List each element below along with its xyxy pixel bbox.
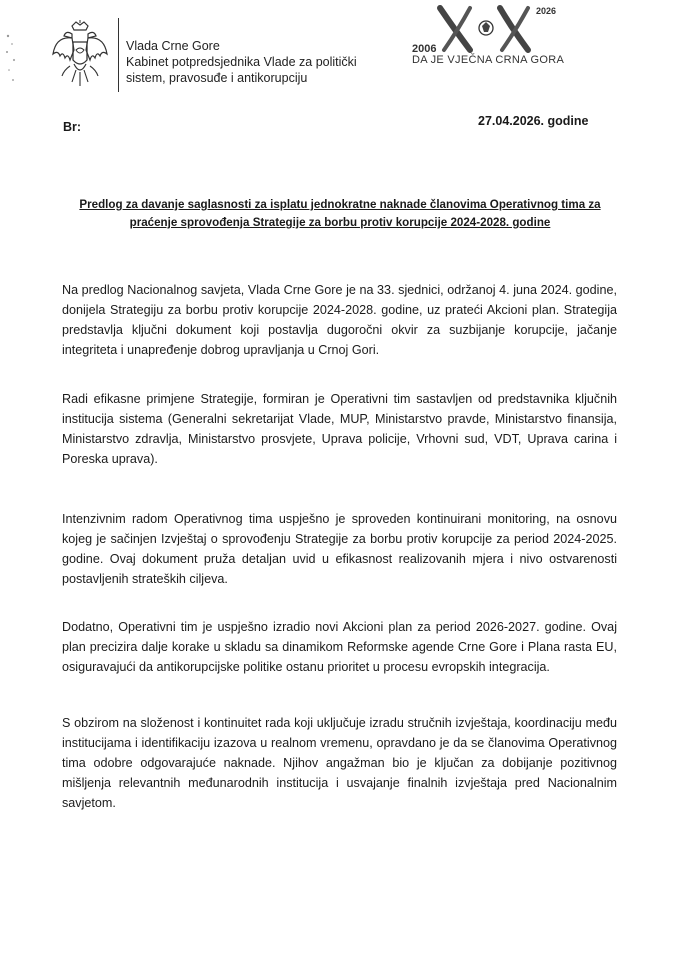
paragraph-5: S obzirom na složenost i kontinuitet rada koji uključuje izradu stručnih izvještaja, koordinaciju među institucijama i identifikaciju izazova u realnom vremenu, opravdano je da se članovima Operativnog tima odobre odgovarajuće naknade. Njihov angažman bio je ključan za dobijanje pozitivnog mišljenja relevantnih međunarodnih institucija i usvajanje finalnih izvještaja pred Nacionalnim savjetom. <box>62 716 617 810</box>
motto-text: DA JE VJEČNA CRNA GORA <box>412 54 565 66</box>
seal-year-right: 2026 <box>536 6 557 16</box>
paragraph-3: Intenzivnim radom Operativnog tima uspješno je sproveden kontinuirani monitoring, na osnovu kojeg je sačinjen Izvještaj o sprovođenju Strategije za borbu protiv korupcije za period 2024-2025. godine. Ovaj dokument pruža detaljan uvid u efikasnost realizovanih mjera i nivo ostvarenosti postavljenih strateških ciljeva. <box>62 512 617 586</box>
paragraph-2: Radi efikasne primjene Strategije, formiran je Operativni tim sastavljen od predstavnika ključnih institucija sistema (Generalni sekretarijat Vlade, MUP, Ministarstvo pravde, Ministarstvo finansija, Ministarstvo zdravlja, Ministarstvo prosvjete, Uprava policije, Vrhovni sud, VDT, Uprava carina i Poreska uprava). <box>62 392 617 466</box>
reference-number-label: Br: <box>63 120 82 134</box>
scan-artifacts <box>2 30 22 100</box>
coat-of-arms-icon <box>50 20 110 90</box>
institution-block <box>126 38 357 86</box>
institution-line-3: sistem, pravosuđe i antikorupciju <box>126 71 308 85</box>
institution-line-1: Vlada Crne Gore <box>126 39 220 53</box>
institution-line-2: Kabinet potpredsjednika Vlade za politički <box>126 55 357 69</box>
title-line-1: Predlog za davanje saglasnosti za isplatu jednokratne naknade članovima Operativnog tima za <box>79 198 601 211</box>
document-date: 27.04.2026. godine <box>478 114 589 128</box>
paragraph-1: Na predlog Nacionalnog savjeta, Vlada Crne Gore je na 33. sjednici, održanoj 4. juna 2024. godine, donijela Strategiju za borbu protiv korupcije 2024-2028. godine, uz prateći Akcioni plan. Strategija predstavlja ključni dokument koji postavlja dugoročni okvir za suzbijanje korupcije, jačanje integriteta i unapređenje dobrog upravljanja u Crnoj Gori. <box>62 283 617 357</box>
seal-year-left: 2006 <box>412 43 437 55</box>
paragraph-4: Dodatno, Operativni tim je uspješno izradio novi Akcioni plan za period 2026-2027. godine. Ovaj plan precizira dalje korake u skladu sa dinamikom Reformske agende Crne Gore i Plana rasta EU, osiguravajući da antikorupcijske politike ostanu prioritet u procesu evropskih integracija. <box>62 620 617 674</box>
title-line-2: praćenje sprovođenja Strategije za borbu protiv korupcije 2024-2028. godine <box>129 216 551 229</box>
header-divider <box>118 18 119 92</box>
document-title <box>60 196 620 232</box>
